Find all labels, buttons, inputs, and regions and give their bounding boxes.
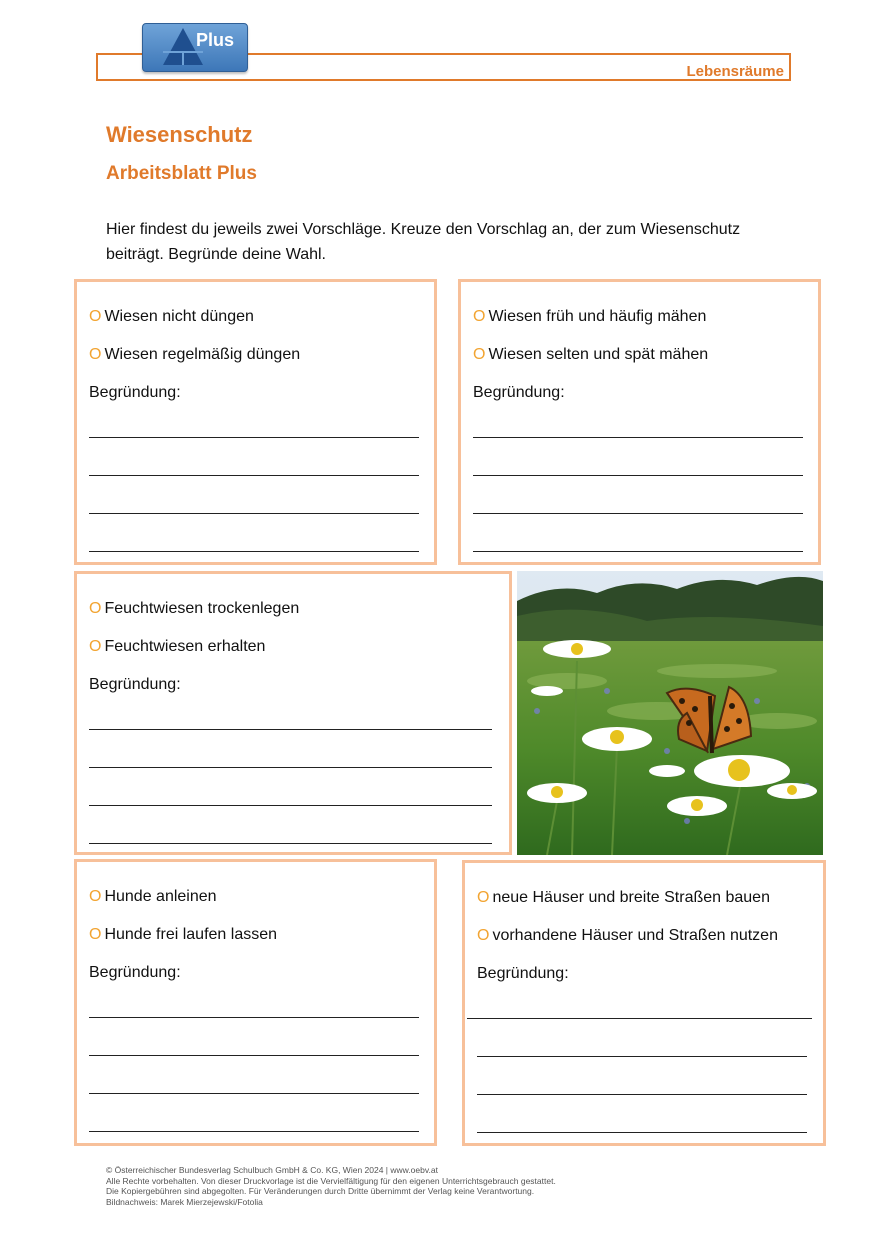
- option-5a[interactable]: O neue Häuser und breite Straßen bauen: [477, 889, 770, 906]
- answer-line[interactable]: [473, 513, 803, 514]
- option-3b[interactable]: O Feuchtwiesen erhalten: [89, 638, 266, 655]
- answer-line[interactable]: [477, 1094, 807, 1095]
- checkbox-circle-icon[interactable]: O: [89, 926, 102, 943]
- option-1a[interactable]: O Wiesen nicht düngen: [89, 308, 254, 325]
- begruendung-label: Begründung:: [89, 676, 181, 693]
- checkbox-circle-icon[interactable]: O: [473, 346, 486, 363]
- footer-line-2: Alle Rechte vorbehalten. Von dieser Druckvorlage ist die Vervielfältigung für den eigenen Unterrichtsgebrauch gestattet.: [106, 1175, 556, 1186]
- answer-line[interactable]: [89, 437, 419, 438]
- answer-line[interactable]: [89, 1055, 419, 1056]
- task-box-3: [74, 571, 512, 855]
- answer-line[interactable]: [89, 805, 492, 806]
- answer-line[interactable]: [89, 843, 492, 844]
- footer-copyright: [106, 1165, 556, 1207]
- footer-line-4: Bildnachweis: Marek Mierzejewski/Fotolia: [106, 1196, 263, 1207]
- task-box-2: [458, 279, 821, 565]
- answer-line[interactable]: [473, 475, 803, 476]
- begruendung-label: Begründung:: [89, 964, 181, 981]
- answer-line[interactable]: [89, 767, 492, 768]
- begruendung-label: Begründung:: [89, 384, 181, 401]
- option-1b[interactable]: O Wiesen regelmäßig düngen: [89, 346, 301, 363]
- task-box-1: [74, 279, 437, 565]
- answer-line[interactable]: [473, 437, 803, 438]
- topic-label: Lebensräume: [686, 63, 784, 80]
- checkbox-circle-icon[interactable]: O: [89, 308, 102, 325]
- checkbox-circle-icon[interactable]: O: [89, 888, 102, 905]
- answer-line[interactable]: [477, 1132, 807, 1133]
- answer-line[interactable]: [89, 475, 419, 476]
- checkbox-circle-icon[interactable]: O: [89, 638, 102, 655]
- begruendung-label: Begründung:: [477, 965, 569, 982]
- option-4a[interactable]: O Hunde anleinen: [89, 888, 217, 905]
- checkbox-circle-icon[interactable]: O: [477, 927, 490, 944]
- answer-line[interactable]: [89, 729, 492, 730]
- option-2b[interactable]: O Wiesen selten und spät mähen: [473, 346, 709, 363]
- footer-line-3: Die Kopiergebühren sind abgegolten. Für Veränderungen durch Dritte übernimmt der Verlag keine Verantwortung.: [106, 1186, 535, 1196]
- page-subtitle: Arbeitsblatt Plus: [106, 163, 257, 184]
- answer-line[interactable]: [467, 1018, 812, 1019]
- begruendung-label: Begründung:: [473, 384, 565, 401]
- option-4b[interactable]: O Hunde frei laufen lassen: [89, 926, 278, 943]
- checkbox-circle-icon[interactable]: O: [89, 346, 102, 363]
- checkbox-circle-icon[interactable]: O: [89, 600, 102, 617]
- task-box-5: [462, 860, 826, 1146]
- option-5b[interactable]: O vorhandene Häuser und Straßen nutzen: [477, 927, 778, 944]
- option-2a[interactable]: O Wiesen früh und häufig mähen: [473, 308, 707, 325]
- footer-line-1: © Österreichischer Bundesverlag Schulbuch GmbH & Co. KG, Wien 2024 | www.oebv.at: [106, 1165, 438, 1175]
- logo-text: Plus: [196, 30, 235, 50]
- page-title: Wiesenschutz: [106, 122, 253, 147]
- meadow-butterfly-photo: [517, 571, 823, 855]
- answer-line[interactable]: [473, 551, 803, 552]
- answer-line[interactable]: [89, 1017, 419, 1018]
- butterfly-meadow-image: [517, 571, 823, 855]
- answer-line[interactable]: [89, 1093, 419, 1094]
- answer-line[interactable]: [89, 513, 419, 514]
- answer-line[interactable]: [89, 1131, 419, 1132]
- answer-line[interactable]: [477, 1056, 807, 1057]
- task-box-4: [74, 859, 437, 1146]
- instructions: Hier findest du jeweils zwei Vorschläge. Kreuze den Vorschlag an, der zum Wiesenschutz beiträgt. Begründe deine Wahl.: [106, 221, 741, 263]
- answer-line[interactable]: [89, 551, 419, 552]
- checkbox-circle-icon[interactable]: O: [473, 308, 486, 325]
- checkbox-circle-icon[interactable]: O: [477, 889, 490, 906]
- option-3a[interactable]: O Feuchtwiesen trockenlegen: [89, 600, 300, 617]
